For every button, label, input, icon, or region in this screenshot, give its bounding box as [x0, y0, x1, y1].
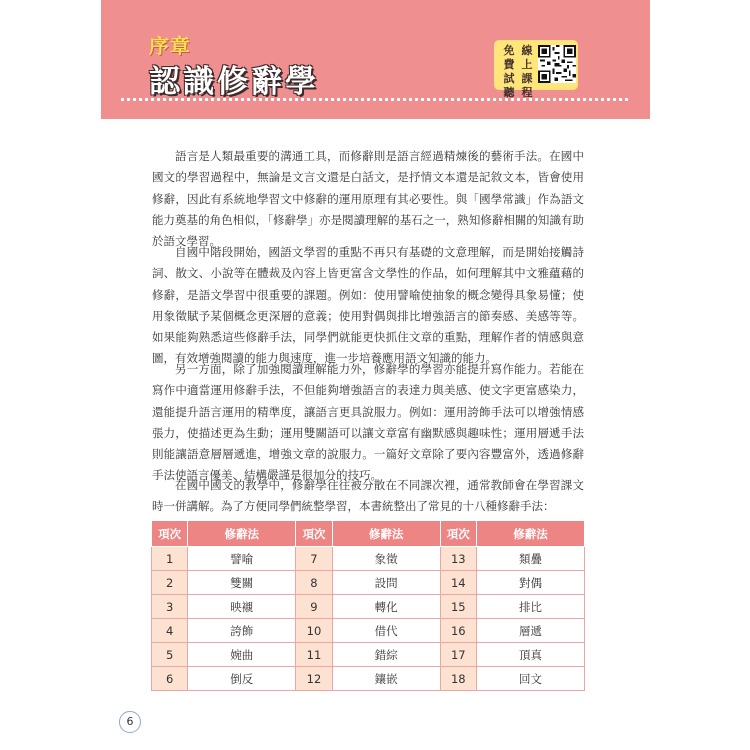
method-name: 譬喻 — [188, 547, 296, 571]
qr-code-icon[interactable] — [538, 45, 576, 83]
table-row — [152, 643, 585, 667]
item-number: 10 — [296, 619, 332, 643]
item-number: 4 — [152, 619, 188, 643]
method-name: 設問 — [332, 571, 440, 595]
paragraph-text: 在國中國文的教學中，修辭學往往被分散在不同課次裡，通常教師會在學習課文時一併講解。為了方便同學們統整學習，本書統整出了常見的十八種修辭手法： — [152, 478, 584, 514]
item-number: 5 — [152, 643, 188, 667]
badge-char: 線 — [521, 44, 533, 57]
chapter-label: 序章 — [149, 34, 191, 58]
header-method: 修辭法 — [332, 521, 440, 547]
badge-char: 聽 — [503, 86, 515, 99]
badge-char: 免 — [503, 44, 515, 57]
page-title: 認識修辭學 — [149, 64, 319, 100]
method-name: 錯綜 — [332, 643, 440, 667]
free-trial-badge[interactable] — [494, 40, 578, 99]
item-number: 14 — [440, 571, 476, 595]
method-name: 鑲嵌 — [332, 667, 440, 691]
item-number: 15 — [440, 595, 476, 619]
badge-char: 上 — [521, 58, 533, 71]
badge-char: 費 — [503, 58, 515, 71]
item-number: 18 — [440, 667, 476, 691]
paragraph-text: 另一方面，除了加強閱讀理解能力外，修辭學的學習亦能提升寫作能力。若能在寫作中適當運用修辭手法，不但能夠增強語言的表達力與美感、使文字更富感染力，還能提升語言運用的精準度，讓語言更具說服力。例如：運用誇飾手法可以增強情感張力，使描述更為生動；運用雙關語可以讓文章富有幽默感與趣味性；運用層遞手法則能讓語意層層遞進，增強文章的說服力。一篇好文章除了要內容豐富外，透過修辭手法使語言優美、結構嚴謹是很加分的技巧。 — [152, 362, 584, 483]
badge-char: 試 — [503, 72, 515, 85]
header-item-no: 項次 — [296, 521, 332, 547]
header-method: 修辭法 — [188, 521, 296, 547]
method-name: 回文 — [477, 667, 585, 691]
paragraph-text: 語言是人類最重要的溝通工具，而修辭則是語言經過精煉後的藝術手法。在國中國文的學習過程中，無論是文言文還是白話文，是抒情文本還是記敘文本，皆會使用修辭，因此有系統地學習文中修辭的運用原理有其必要性。與「國學常識」作為語文能力奠基的角色相似，「修辭學」亦是閱讀理解的基石之一，熟知修辭相關的知識有助於語文學習。 — [152, 149, 584, 249]
method-name: 誇飾 — [188, 619, 296, 643]
table-row — [152, 547, 585, 571]
item-number: 7 — [296, 547, 332, 571]
method-name: 類疊 — [477, 547, 585, 571]
item-number: 16 — [440, 619, 476, 643]
item-number: 6 — [152, 667, 188, 691]
method-name: 倒反 — [188, 667, 296, 691]
paragraph-text: 自國中階段開始，國語文學習的重點不再只有基礎的文意理解，而是開始接觸詩詞、散文、小說等在體裁及內容上皆更富含文學性的作品，如何理解其中文雅蘊藉的修辭，是語文學習中很重要的課題。例如：使用譬喻使抽象的概念變得具象易懂；使用象徵賦予某個概念更深層的意義；使用對偶與排比增強語言的節奏感、美感等等。如果能夠熟悉這些修辭手法，同學們就能更快抓住文章的重點，理解作者的情感與意圖，有效增強閱讀的能力與速度，進一步培養應用語文知識的能力。 — [152, 245, 584, 366]
method-name: 婉曲 — [188, 643, 296, 667]
header-item-no: 項次 — [440, 521, 476, 547]
item-number: 8 — [296, 571, 332, 595]
item-number: 13 — [440, 547, 476, 571]
method-name: 雙關 — [188, 571, 296, 595]
method-name: 象徵 — [332, 547, 440, 571]
badge-text — [500, 44, 536, 100]
page-number: 6 — [119, 711, 141, 733]
item-number: 2 — [152, 571, 188, 595]
header-item-no: 項次 — [152, 521, 188, 547]
intro-paragraph-3 — [152, 359, 584, 487]
item-number: 3 — [152, 595, 188, 619]
table-row — [152, 619, 585, 643]
dotted-divider — [121, 98, 628, 101]
method-name: 映襯 — [188, 595, 296, 619]
badge-char: 程 — [521, 86, 533, 99]
method-name: 排比 — [477, 595, 585, 619]
method-name: 轉化 — [332, 595, 440, 619]
method-name: 對偶 — [477, 571, 585, 595]
item-number: 11 — [296, 643, 332, 667]
badge-char: 課 — [521, 72, 533, 85]
item-number: 12 — [296, 667, 332, 691]
header-method: 修辭法 — [477, 521, 585, 547]
rhetoric-methods-table — [151, 520, 585, 691]
table-row — [152, 667, 585, 691]
table-row — [152, 571, 585, 595]
table-row — [152, 595, 585, 619]
intro-paragraph-2 — [152, 242, 584, 370]
table-header-row — [152, 521, 585, 547]
item-number: 9 — [296, 595, 332, 619]
method-name: 頂真 — [477, 643, 585, 667]
item-number: 1 — [152, 547, 188, 571]
intro-paragraph-4 — [152, 475, 584, 518]
method-name: 層遞 — [477, 619, 585, 643]
method-name: 借代 — [332, 619, 440, 643]
chapter-header — [101, 0, 650, 119]
intro-paragraph-1 — [152, 146, 584, 252]
item-number: 17 — [440, 643, 476, 667]
